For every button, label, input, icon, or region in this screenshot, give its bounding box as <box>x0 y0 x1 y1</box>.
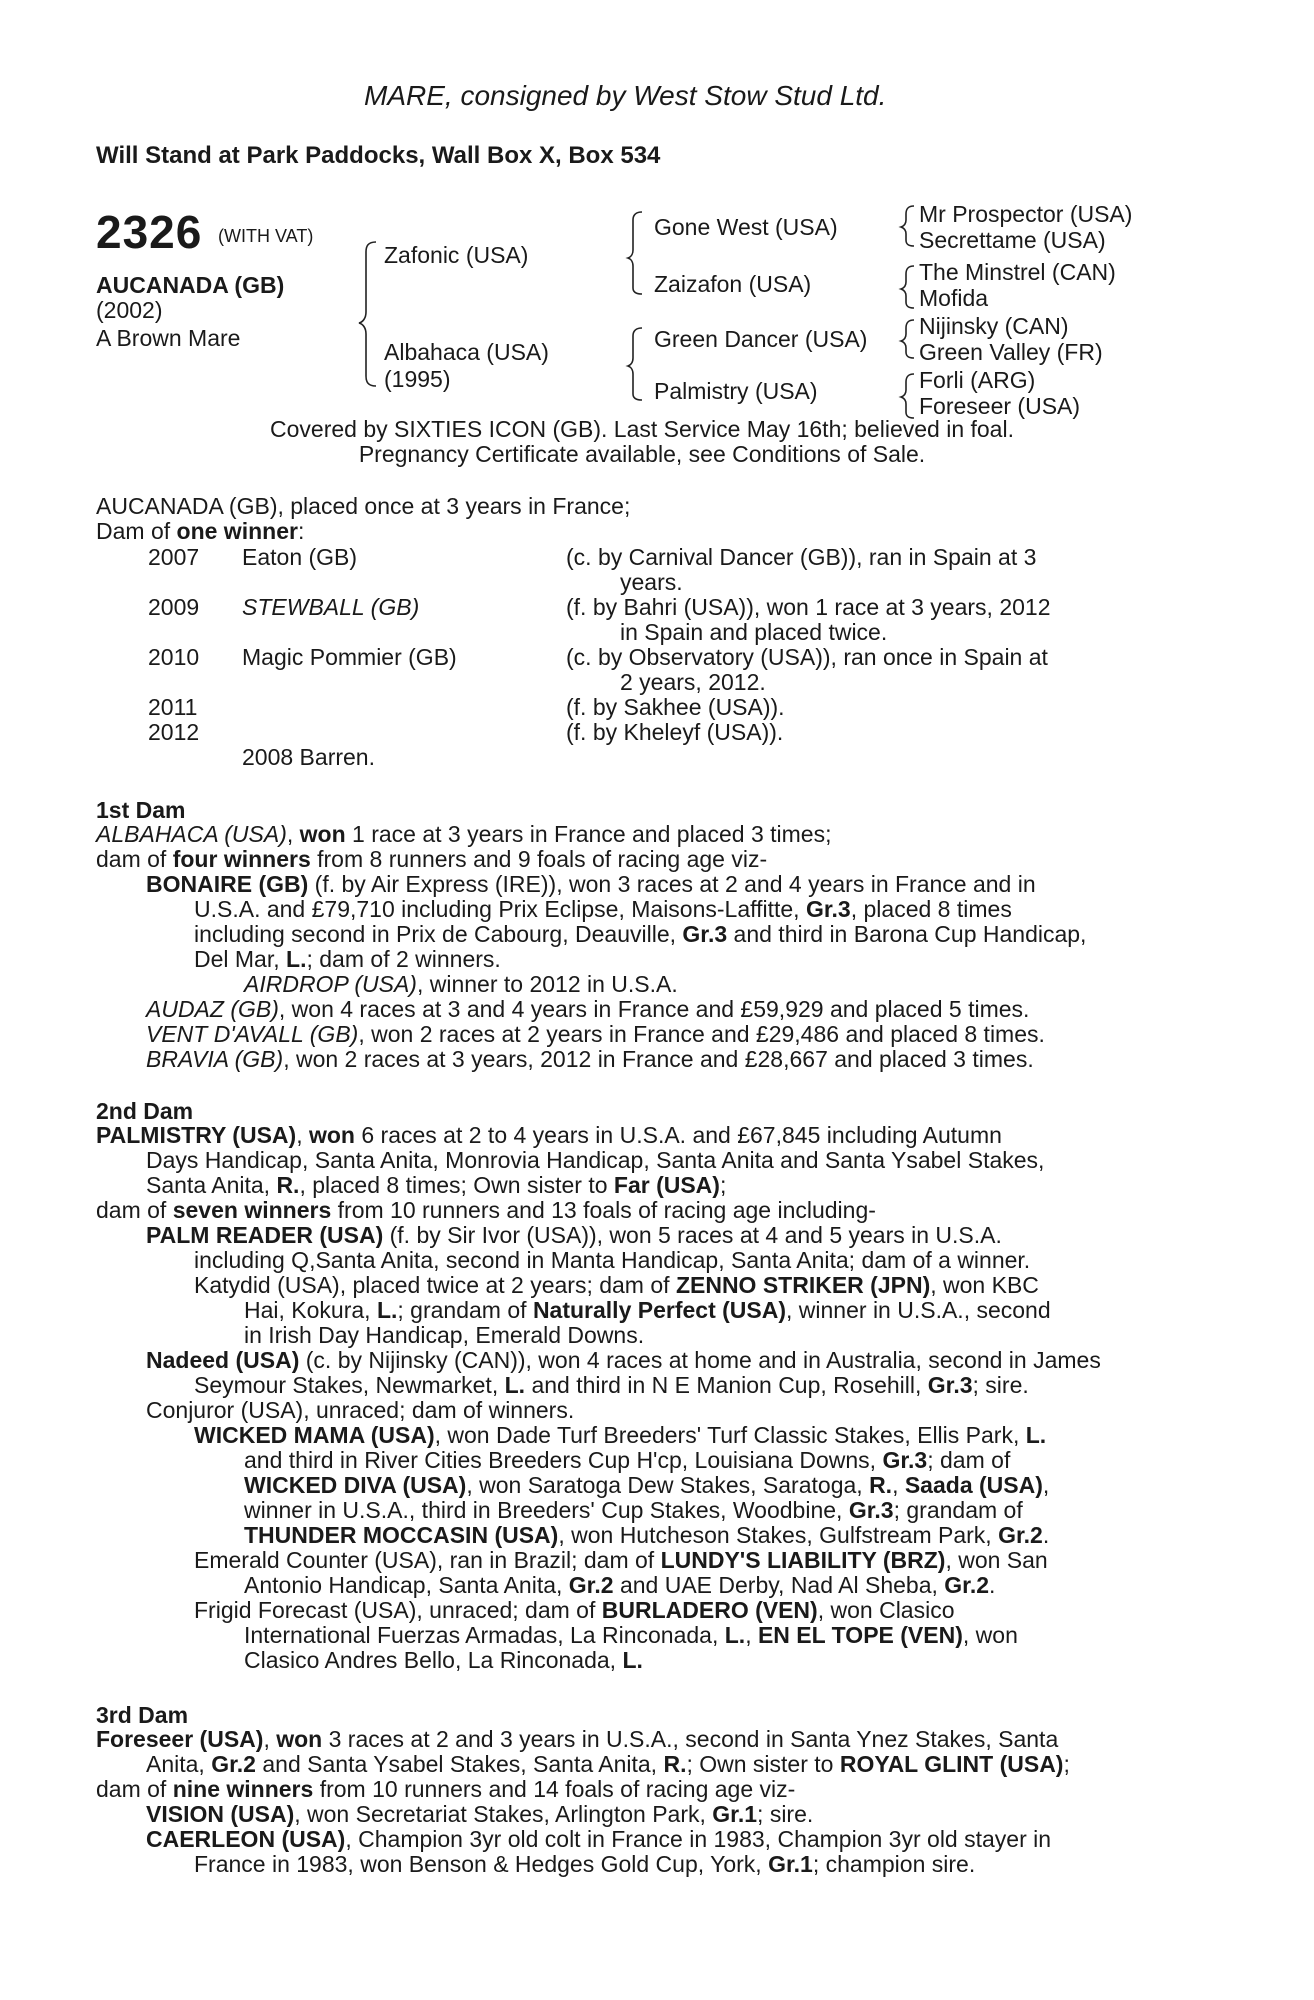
stand-location: Will Stand at Park Paddocks, Wall Box X, Box 534 <box>96 142 661 169</box>
pedigree-ddd: Foreseer (USA) <box>919 393 1081 419</box>
conjuror: Conjuror (USA), unraced; dam of winners. WICKED MAMA (USA), won Dade Turf Breeders' Turf Classic Stakes, Ellis Park, L. and third in River Cities Breeders Cup H'cp, Louisiana Downs, Gr.3; dam of WICKED DIVA (USA), won Saratoga Dew Stakes, Saratoga, R., Saada (USA), winner in U.S.A., third in Breeders' Cup Stakes, Woodbine, Gr.3; grandam of THUNDER MOCCASIN (USA), won Hutcheson Stakes, Gulfstream Park, Gr.2. Emerald Counter (USA), ran in Brazil; dam of LUNDY'S LIABILITY (BRZ), won San Antonio Handicap, Santa Anita, Gr.2 and UAE Derby, Nad Al Sheba, Gr.2. Frigid Forecast (USA), unraced; dam of BURLADERO (VEN), won Clasico International Fuerzas Armadas, La Rinconada, L., EN EL TOPE (VEN), won Clasico Andres Bello, La Rinconada, L. <box>96 1398 1194 1673</box>
lot-number: 2326 <box>96 206 203 258</box>
emerald-counter: Emerald Counter (USA), ran in Brazil; dam of LUNDY'S LIABILITY (BRZ), won San Antonio Handicap, Santa Anita, Gr.2 and UAE Derby, Nad Al Sheba, Gr.2. <box>194 1547 1048 1598</box>
produce-intro-line: AUCANADA (GB), placed once at 3 years in France; <box>96 493 631 519</box>
nadeed: Nadeed (USA) (c. by Nijinsky (CAN)), won 4 races at home and in Australia, second in James Seymour Stakes, Newmarket, L. and third in N E Manion Cup, Rosehill, Gr.3; sire. <box>146 1347 1101 1398</box>
first-dam-line-b: dam of four winners from 8 runners and 9 foals of racing age viz- <box>96 846 768 872</box>
pedigree-dam-dam: Palmistry (USA) <box>654 378 818 404</box>
pedigree-sire: Zafonic (USA) <box>384 242 529 268</box>
vision: VISION (USA), won Secretariat Stakes, Arlington Park, Gr.1; sire. <box>146 1801 814 1827</box>
vat-note: (WITH VAT) <box>218 226 314 246</box>
pedigree-sss: Mr Prospector (USA) <box>919 201 1133 227</box>
section-2nd-dam: 2nd Dam <box>96 1098 194 1124</box>
produce-barren: 2008 Barren. <box>242 744 375 770</box>
pedigree-dam-year: (1995) <box>384 366 451 392</box>
horse-description: A Brown Mare <box>96 325 241 351</box>
wicked-mama: WICKED MAMA (USA), won Dade Turf Breeders' Turf Classic Stakes, Ellis Park, L. and third in River Cities Breeders Cup H'cp, Louisiana Downs, Gr.3; dam of WICKED DIVA (USA), won Saratoga Dew Stakes, Saratoga, R., Saada (USA), winner in U.S.A., third in Breeders' Cup Stakes, Woodbine, Gr.3; grandam of THUNDER MOCCASIN (USA), won Hutcheson Stakes, Gulfstream Park, Gr.2. <box>194 1422 1050 1548</box>
bracket-gen3-3 <box>901 320 914 358</box>
bracket-gen3-2 <box>901 266 914 308</box>
frigid-forecast: Frigid Forecast (USA), unraced; dam of BURLADERO (VEN), won Clasico International Fuerzas Armadas, La Rinconada, L., EN EL TOPE (VEN), won Clasico Andres Bello, La Rinconada, L. <box>194 1597 1018 1673</box>
produce-dam-of: Dam of one winner: <box>96 518 305 544</box>
palm-reader: PALM READER (USA) (f. by Sir Ivor (USA)), won 5 races at 4 and 5 years in U.S.A. including Q,Santa Anita, second in Manta Handicap, Santa Anita; dam of a winner. Katydid (USA), placed twice at 2 years; dam of ZENNO STRIKER (JPN), won KBC Hai, Kokura, L.; grandam of Naturally Perfect (USA), winner in U.S.A., second in Irish Day Handicap, Emerald Downs. <box>146 1222 1051 1348</box>
pedigree-dam-sire: Green Dancer (USA) <box>654 326 868 352</box>
pedigree-dsd: Green Valley (FR) <box>919 339 1103 365</box>
bracket-gen1 <box>359 242 376 386</box>
pedigree-ssd: Secrettame (USA) <box>919 227 1106 253</box>
produce-intro <box>96 494 1196 544</box>
section-3rd-dam: 3rd Dam <box>96 1702 189 1728</box>
second-dam-text: PALMISTRY (USA), won 6 races at 2 to 4 years in U.S.A. and £67,845 including Autumn Days Handicap, Santa Anita, Monrovia Handicap, Santa Anita and Santa Ysabel Stakes, Santa Anita, R., placed 8 times; Own sister to Far (USA); dam of seven winners from 10 runners and 13 foals of racing age including- PALM READER (USA) (f. by Sir Ivor (USA)), won 5 races at 4 and 5 years in U.S.A. including Q,Santa Anita, second in Manta Handicap, Santa Anita; dam of a winner. Katydid (USA), placed twice at 2 years; dam of ZENNO STRIKER (JPN), won KBC Hai, Kokura, L.; grandam of Naturally Perfect (USA), winner in U.S.A., second in Irish Day Handicap, Emerald Downs. Nadeed (USA) (c. by Nijinsky (CAN)), won 4 races at home and in Australia, second in James Seymour Stakes, Newmarket, L. and third in N E Manion Cup, Rosehill, Gr.3; sire. Conjuror (USA), unraced; dam of winners. WICKED MAMA (USA), won Dade Turf Breeders' Turf Classic Stakes, Ellis Park, L. and third in River Cities Breeders Cup H'cp, Louisiana Downs, Gr.3; dam of WICKED DIVA (USA), won Saratoga Dew Stakes, Saratoga, R., Saada (USA), winner in U.S.A., third in Breeders' Cup Stakes, Woodbine, Gr.3; grandam of THUNDER MOCCASIN (USA), won Hutcheson Stakes, Gulfstream Park, Gr.2. Emerald Counter (USA), ran in Brazil; dam of LUNDY'S LIABILITY (BRZ), won San Antonio Handicap, Santa Anita, Gr.2 and UAE Derby, Nad Al Sheba, Gr.2. Frigid Forecast (USA), unraced; dam of BURLADERO (VEN), won Clasico International Fuerzas Armadas, La Rinconada, L., EN EL TOPE (VEN), won Clasico Andres Bello, La Rinconada, L. <box>96 1123 1194 1673</box>
covering-line-1: Covered by SIXTIES ICON (GB). Last Service May 16th; believed in foal. <box>270 416 1014 442</box>
first-dam-audaz: AUDAZ (GB), won 4 races at 3 and 4 years in France and £59,929 and placed 5 times. <box>146 996 1030 1022</box>
pedigree-dss: Nijinsky (CAN) <box>919 313 1069 339</box>
first-dam-bravia: BRAVIA (GB), won 2 races at 3 years, 2012 in France and £28,667 and placed 3 times. <box>146 1046 1034 1072</box>
first-dam-bonaire: BONAIRE (GB) (f. by Air Express (IRE)), won 3 races at 2 and 4 years in France and in U.S.A. and £79,710 including Prix Eclipse, Maisons-Laffitte, Gr.3, placed 8 times including second in Prix de Cabourg, Deauville, Gr.3 and third in Barona Cup Handicap, Del Mar, L.; dam of 2 winners. AIRDROP (USA), winner to 2012 in U.S.A. <box>146 871 1087 997</box>
bracket-gen3-4 <box>901 374 914 418</box>
consignor-line: MARE, consigned by West Stow Stud Ltd. <box>364 80 887 111</box>
pedigree-sire-sire: Gone West (USA) <box>654 214 838 240</box>
covering-line-2: Pregnancy Certificate available, see Conditions of Sale. <box>358 441 926 467</box>
horse-name: AUCANADA (GB) <box>96 272 285 298</box>
bracket-gen2-dam <box>628 328 642 400</box>
section-1st-dam: 1st Dam <box>96 797 186 823</box>
pedigree-dds: Forli (ARG) <box>919 367 1036 393</box>
bracket-gen3-1 <box>901 206 914 246</box>
caerleon: CAERLEON (USA), Champion 3yr old colt in France in 1983, Champion 3yr old stayer in France in 1983, won Benson & Hedges Gold Cup, York, Gr.1; champion sire. <box>146 1826 1052 1877</box>
first-dam-text <box>96 822 1194 1072</box>
first-dam-line-a: ALBAHACA (USA), won 1 race at 3 years in France and placed 3 times; <box>96 821 832 847</box>
second-dam-line-1: PALMISTRY (USA), won 6 races at 2 to 4 years in U.S.A. and £67,845 including Autumn <box>96 1122 1002 1148</box>
first-dam-vent: VENT D'AVALL (GB), won 2 races at 2 years in France and £29,486 and placed 8 times. <box>146 1021 1045 1047</box>
pedigree-sds: The Minstrel (CAN) <box>919 259 1116 285</box>
third-dam-text: Foreseer (USA), won 3 races at 2 and 3 years in U.S.A., second in Santa Ynez Stakes, Santa Anita, Gr.2 and Santa Ysabel Stakes, Santa Anita, R.; Own sister to ROYAL GLINT (USA); dam of nine winners from 10 runners and 14 foals of racing age viz- VISION (USA), won Secretariat Stakes, Arlington Park, Gr.1; sire. CAERLEON (USA), Champion 3yr old colt in France in 1983, Champion 3yr old stayer in France in 1983, won Benson & Hedges Gold Cup, York, Gr.1; champion sire. <box>96 1727 1194 1877</box>
horse-year: (2002) <box>96 297 163 323</box>
bracket-gen2-sire <box>628 212 642 294</box>
pedigree-sire-dam: Zaizafon (USA) <box>654 271 812 297</box>
covering-note <box>96 417 1188 467</box>
pedigree-sdd: Mofida <box>919 285 989 311</box>
pedigree-dam: Albahaca (USA) <box>384 339 549 365</box>
catalogue-page: MARE, consigned by West Stow Stud Ltd. Will Stand at Park Paddocks, Wall Box X, Box 534 2326 (WITH VAT) AUCANADA (GB) (2002) A Brown Mare Zafonic (USA) Albahaca (USA) (1995) Gone West (USA) Zaizafon (USA) Green Dancer (USA) Palmistry (USA) Mr Prospector (USA) Secrettame (USA) The Minstrel (CAN) Mofida Nijinsky (CAN) Green Valley (FR) Forli (ARG) Foreseer (USA) Covered by SIXTIES ICON (GB). Last Service May 16th; believed in foal. Pregnancy Certificate available, see Conditions of Sale. AUCANADA (GB), placed once at 3 years in France; Dam of one winner: 2007 Eaton (GB) (c. by Carnival Dancer (GB)), ran in Spain at 3 years. 2009 STEWBALL (GB) (f. by Bahri (USA)), won 1 race at 3 years, 2012 in Spain and placed twice. 2010 Magic Pommier (GB) (c. by Observatory (USA)), ran once in Spain at 2 years, 2012. 2011 (f. by Sakhee (USA)). 2012 (f. by Kheleyf (USA)). 2008 Barren. 1st Dam ALBAHACA (USA), won 1 race at 3 years in France and placed 3 times; dam of four winners from 8 runners and 9 foals of racing age viz- BONAIRE (GB) (f. by Air Express (IRE)), won 3 races at 2 and 4 years in France and in U.S.A. and £79,710 including Prix Eclipse, Maisons-Laffitte, Gr.3, placed 8 times including second in Prix de Cabourg, Deauville, Gr.3 and third in Barona Cup Handicap, Del Mar, L.; dam of 2 winners. AIRDROP (USA), winner to 2012 in U.S.A. AUDAZ (GB), won 4 races at 3 and 4 years in France and £59,929 and placed 5 times. VENT D'AVALL (GB), won 2 races at 2 years in France and £29,486 and placed 8 times. BRAVIA (GB), won 2 races at 3 years, 2012 in France and £28,667 and placed 3 times. 2nd Dam PALMISTRY (USA), won 6 races at 2 to 4 years in U.S.A. and £67,845 including Autumn Days Handicap, Santa Anita, Monrovia Handicap, Santa Anita and Santa Ysabel Stakes, Santa Anita, R., placed 8 times; Own sister to Far (USA); dam of seven winners from 10 runners and 13 foals of racing age including- PALM READER (USA) (f. by Sir Ivor (USA)), won 5 races at 4 and 5 years in U.S.A. including Q,Santa Anita, second in Manta Handicap, Santa Anita; dam of a winner. Katydid (USA), placed twice at 2 years; dam of ZENNO STRIKER (JPN), won KBC Hai, Kokura, L.; grandam of Naturally Perfect (USA), winner in U.S.A., second in Irish Day Handicap, Emerald Downs. Nadeed (USA) (c. by Nijinsky (CAN)), won 4 races at home and in Australia, second in James Seymour Stakes, Newmarket, L. and third in N E Manion Cup, Rosehill, Gr.3; sire. Conjuror (USA), unraced; dam of winners. WICKED MAMA (USA), won Dade Turf Breeders' Turf Classic Stakes, Ellis Park, L. and third in River Cities Breeders Cup H'cp, Louisiana Downs, Gr.3; dam of WICKED DIVA (USA), won Saratoga Dew Stakes, Saratoga, R., Saada (USA), winner in U.S.A., third in Breeders' Cup Stakes, Woodbine, Gr.3; grandam of THUNDER MOCCASIN (USA), won Hutcheson Stakes, Gulfstream Park, Gr.2. Emerald Counter (USA), ran in Brazil; dam of LUNDY'S LIABILITY (BRZ), won San Antonio Handicap, Santa Anita, Gr.2 and UAE Derby, Nad Al Sheba, Gr.2. Frigid Forecast (USA), unraced; dam of BURLADERO (VEN), won Clasico International Fuerzas Armadas, La Rinconada, L., EN EL TOPE (VEN), won Clasico Andres Bello, La Rinconada, L. 3rd Dam Foreseer (USA), won 3 races at 2 and 3 years in U.S.A., second in Santa Ynez Stakes, Santa Anita, Gr.2 and Santa Ysabel Stakes, Santa Anita, R.; Own sister to ROYAL GLINT (USA); dam of nine winners from 10 runners and 14 foals of racing age viz- VISION (USA), won Secretariat Stakes, Arlington Park, Gr.1; sire. CAERLEON (USA), Champion 3yr old colt in France in 1983, Champion 3yr old stayer in France in 1983, won Benson & Hedges Gold Cup, York, Gr.1; champion sire. <box>0 0 1314 2000</box>
